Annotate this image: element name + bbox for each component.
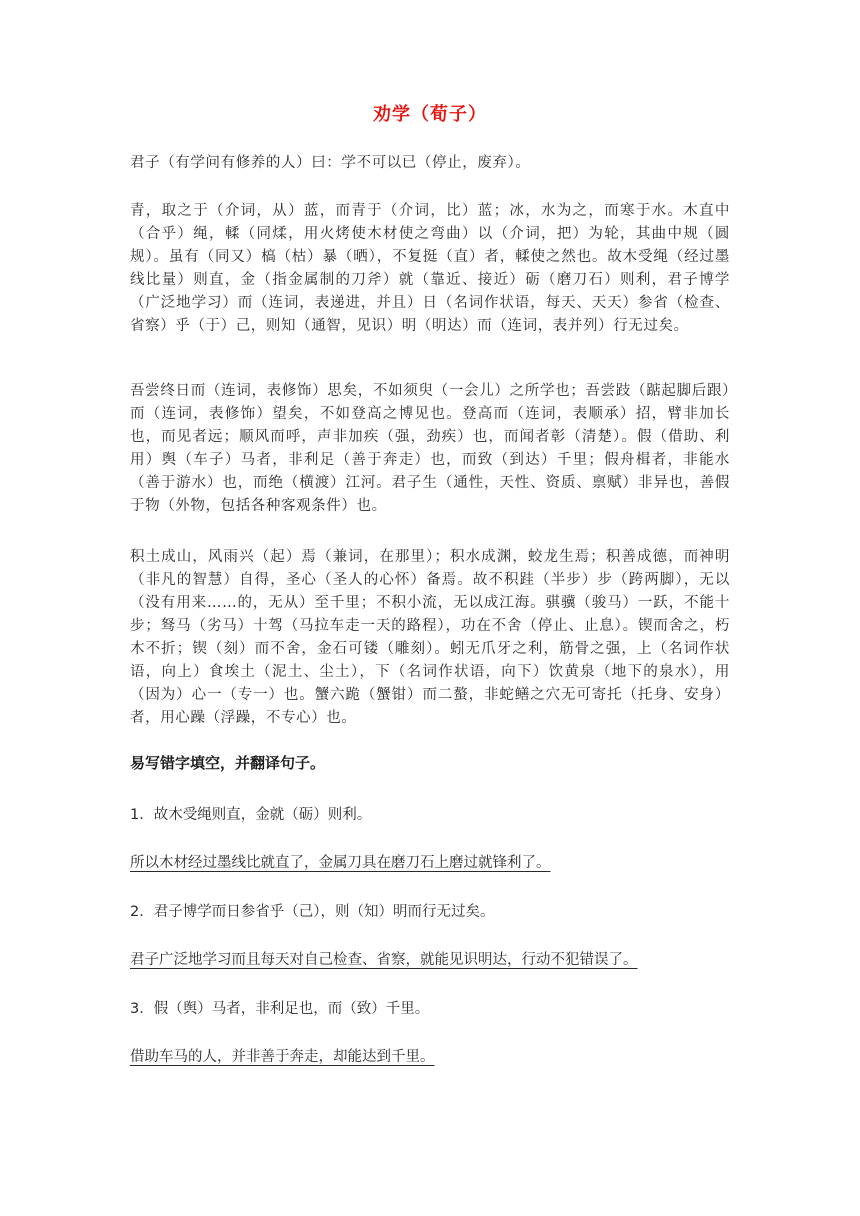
exercise-answer-1: 所以木材经过墨线比就直了，金属刀具在磨刀石上磨过就锋利了。	[130, 855, 551, 871]
paragraph-3: 积土成山，风雨兴（起）焉（兼词，在那里）；积水成渊，蛟龙生焉；积善成德，而神明（非凡的智慧）自得，圣心（圣人的心怀）备焉。故不积跬（半步）步（跨两脚），无以（没有用来……的，无从）至千里；不积小流，无以成江海。骐骥（骏马）一跃，不能十步；驽马（劣马）十驾（马拉车走一天的路程），功在不舍（停止、止息）。锲而舍之，朽木不折；锲（刻）而不舍，金石可镂（雕刻）。蚓无爪牙之利，筋骨之强，上（名词作状语，向上）食埃土（泥土、尘土），下（名词作状语，向下）饮黄泉（地下的泉水），用（因为）心一（专一）也。蟹六跪（蟹钳）而二螯，非蛇鳝之穴无可寄托（托身、安身）者，用心躁（浮躁，不专心）也。	[130, 549, 730, 726]
exercise-question-2: 2．君子博学而日参省乎（己），则（知）明而行无过矣。	[130, 904, 495, 920]
intro-paragraph: 君子（有学问有修养的人）曰：学不可以已（停止，废弃）。	[130, 155, 531, 171]
exercise-answer-3: 借助车马的人，并非善于奔走，却能达到千里。	[130, 1049, 435, 1065]
paragraph-2: 吾尝终日而（连词，表修饰）思矣，不如须臾（一会儿）之所学也；吾尝跂（踮起脚后跟）而（连词，表修饰）望矣，不如登高之博见也。登高而（连词，表顺承）招，臂非加长也，而见者远；顺风而呼，声非加疾（强，劲疾）也，而闻者彰（清楚）。假（借助、利用）舆（车子）马者，非利足（善于奔走）也，而致（到达）千里；假舟楫者，非能水（善于游水）也，而绝（横渡）江河。君子生（通性，天性、资质、禀赋）非异也，善假于物（外物，包括各种客观条件）也。	[130, 383, 730, 514]
exercise-question-1: 1．故木受绳则直，金就（砺）则利。	[130, 807, 372, 823]
document-title: 劝学（荀子）	[373, 104, 487, 125]
paragraph-1: 青，取之于（介词，从）蓝，而青于（介词，比）蓝；冰，水为之，而寒于水。木直中（合乎）绳，輮（同煣，用火烤使木材使之弯曲）以（介词，把）为轮，其曲中规（圆规）。虽有（同又）槁（枯）暴（晒），不复挺（直）者，輮使之然也。故木受绳（经过墨线比量）则直，金（指金属制的刀斧）就（靠近、接近）砺（磨刀石）则利，君子博学（广泛地学习）而（连词，表递进，并且）日（名词作状语，每天、天天）参省（检查、省察）乎（于）己，则知（通智，见识）明（明达）而（连词，表并列）行无过矣。	[130, 203, 730, 334]
exercise-answer-2: 君子广泛地学习而且每天对自己检查、省察，就能见识明达，行动不犯错误了。	[130, 952, 638, 968]
exercise-heading: 易写错字填空，并翻译句子。	[130, 754, 326, 772]
exercise-question-3: 3．假（舆）马者，非利足也，而（致）千里。	[130, 1001, 430, 1017]
